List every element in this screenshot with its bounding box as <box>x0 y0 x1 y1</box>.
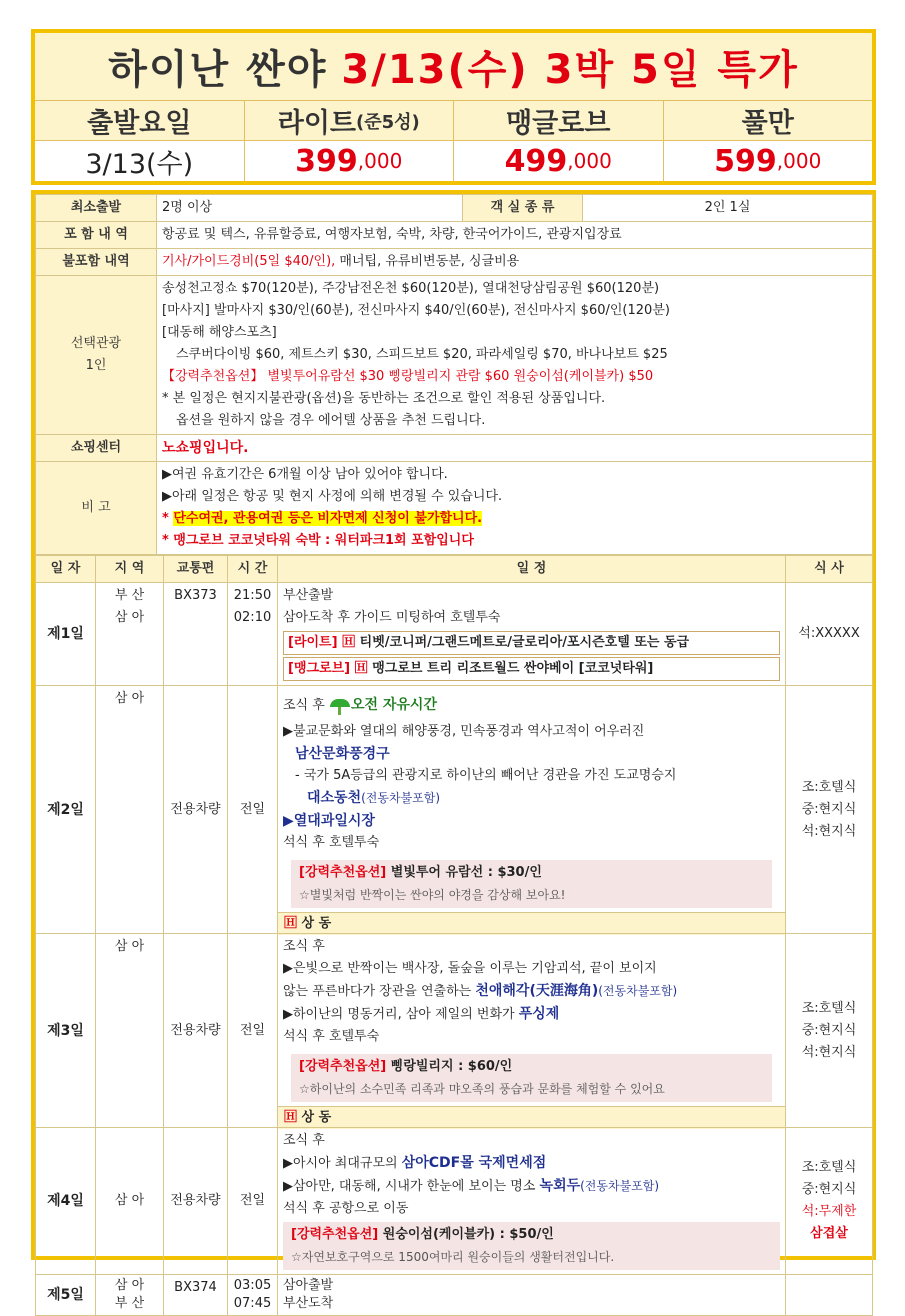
day-3-row: 제3일 삼 아 전용차량 전일 조식 후 ▶은빛으로 반짝이는 백사장, 돌숲을 이루는 기암괴석, 끝이 보이지 않는 푸른바다가 장관을 연출하는 천애해각(天涯海角)(전동차불포함) ▶하이난의 명동거리, 삼아 제일의 번화가 푸싱제 석식 후 호텔투숙 [강력추천옵션] 삥랑빌리지 : $60/인 ☆하이난의 소수민족 리족과 먀오족의 풍습과 문화를 체험할 수 있어요 🄷 상 동 조:호텔식 중:현지식 석:현지식 <box>36 934 873 1128</box>
day-2-row: 제2일 삼 아 전용차량 전일 조식 후 오전 자유시간 ▶불교문화와 열대의 해양풍경, 민속풍경과 역사고적이 어우러진 남산문화풍경구 - 국가 5A등급의 관광지로 하이난의 빼어난 경관을 가진 도교명승지 대소동천(전동차불포함) ▶열대과일시장 석식 후 호텔투숙 [강력추천옵션] 별빛투어 유람선 : $30/인 ☆별빛처럼 반짝이는 싼야의 야경을 감상해 보아요! 🄷 상 동 조:호텔식 중:현지식 석:현지식 <box>36 686 873 934</box>
remark-value: ▶여권 유효기간은 6개월 이상 남아 있어야 합니다. ▶아래 일정은 항공 및 현지 사정에 의해 변경될 수 있습니다. * 단수여권, 관용여권 등은 비자면제 신청이 불가합니다. * 맹그로브 코코넛타워 숙박 : 워터파크1회 포함입니다 <box>157 462 873 555</box>
price-light: 399 ,000 <box>245 141 455 181</box>
day-5-row: 제5일 삼 아 부 산 BX374 03:05 07:45 삼아출발 부산도착 <box>36 1275 873 1316</box>
price-pullman: 599 ,000 <box>714 143 822 179</box>
option-monkey-island: [강력추천옵션] 원숭이섬(케이블카) : $50/인 ☆자연보호구역으로 1500여마리 원숭이들의 생활터전입니다. <box>283 1222 780 1270</box>
page-title: 하이난 싼야 3/13(수) 3박 5일 특가 <box>35 33 872 101</box>
day-1-row: 제1일 부 산 삼 아 BX373 21:50 02:10 부산출발 삼아도착 후 가이드 미팅하여 호텔투숙 [라이트] 🄷 티벳/코니퍼/그랜드메트로/글로리아/포시즌호텔 또는 동급 [맹그로브] 🄷 맹그로브 트리 리조트월드 싼야베이 [코코넛타워] 석:XXXXX <box>36 583 873 686</box>
hotel-icon: 🄷 <box>284 1110 298 1125</box>
col-departure-day: 출발요일 <box>35 101 245 140</box>
itinerary-document <box>31 190 876 1311</box>
price-row <box>35 141 872 181</box>
price-mangrove: 499 ,000 <box>454 141 664 181</box>
day-4-row: 제4일 삼 아 전용차량 전일 조식 후 ▶아시아 최대규모의 삼아CDF몰 국제면세점 ▶삼아만, 대동해, 시내가 한눈에 보이는 명소 녹회두(전동차불포함) 석식 후 공항으로 이동 [강력추천옵션] 원숭이섬(케이블카) : $50/인 ☆자연보호구역으로 1500여마리 원숭이들의 생활터전입니다. 조:호텔식 중:현지식 석:무제한 삼겹살 <box>36 1128 873 1275</box>
same-hotel: 🄷 상 동 <box>278 1106 785 1129</box>
shopping-label: 쇼핑센터 <box>36 435 157 462</box>
option-strong: 【강력추천옵션】 별빛투어유람선 $30 삥랑빌리지 관람 $60 원숭이섬(케이블카) $50 <box>162 369 654 384</box>
include-label: 포 함 내 역 <box>36 222 157 249</box>
hotel-icon: 🄷 <box>342 635 356 650</box>
same-hotel: 🄷 상 동 <box>278 912 785 935</box>
col-mangrove: 맹글로브 <box>454 101 664 140</box>
col-pullman: 풀만 <box>664 101 873 140</box>
departure-date: 3/13(수) <box>35 141 245 181</box>
hotel-icon: 🄷 <box>284 916 298 931</box>
col-light: 라이트 (준5성) <box>245 101 455 140</box>
palm-tree-icon <box>329 697 351 715</box>
option-value: 송성천고정쇼 $70(120분), 주강남전온천 $60(120분), 열대천당삼림공원 $60(120분) [마사지] 발마사지 $30/인(60분), 전신마사지 $40/인(60분), 전신마사지 $60/인(120분) [대동해 해양스포츠] 스쿠버다이빙 $60, 제트스키 $30, 스피드보트 $20, 파라세일링 $70, 바나나보트 $25 【강력추천옵션】 별빛투어유람선 $30 삥랑빌리지 관람 $60 원숭이섬(케이블카) $50 * 본 일정은 현지지불관광(옵션)을 동반하는 조건으로 할인 적용된 상품입니다. 옵션을 원하지 않을 경우 에어텔 상품을 추천 드립니다. <box>157 276 873 435</box>
price-header-row <box>35 101 872 141</box>
option-starlight-cruise: [강력추천옵션] 별빛투어 유람선 : $30/인 ☆별빛처럼 반짝이는 싼야의 야경을 감상해 보아요! <box>291 860 772 908</box>
min-departure-value: 2명 이상 <box>157 195 463 222</box>
option-binglang-village: [강력추천옵션] 삥랑빌리지 : $60/인 ☆하이난의 소수민족 리족과 먀오족의 풍습과 문화를 체험할 수 있어요 <box>291 1054 772 1102</box>
remark-label: 비 고 <box>36 462 157 555</box>
min-departure-label: 최소출발 <box>36 195 157 222</box>
hotel-icon: 🄷 <box>354 661 368 676</box>
option-label: 선택관광 1인 <box>36 276 157 435</box>
include-value: 항공료 및 텍스, 유류할증료, 여행자보험, 숙박, 차량, 한국어가이드, 관광지입장료 <box>157 222 873 249</box>
price-header <box>31 29 876 185</box>
schedule-header-row: 일 자 지 역 교통편 시 간 일 정 식 사 <box>36 556 873 583</box>
room-type-value: 2인 1실 <box>583 195 873 222</box>
hotel-light: [라이트] 🄷 티벳/코니퍼/그랜드메트로/글로리아/포시즌호텔 또는 동급 <box>283 631 780 655</box>
hotel-mangrove: [맹그로브] 🄷 맹그로브 트리 리조트월드 싼야베이 [코코넛타워] <box>283 657 780 681</box>
info-table <box>35 194 873 555</box>
shopping-value: 노쇼핑입니다. <box>157 435 873 462</box>
schedule-table <box>35 555 873 1316</box>
exclude-value: 기사/가이드경비(5일 $40/인), 매너팁, 유류비변동분, 싱글비용 <box>157 249 873 276</box>
room-type-label: 객 실 종 류 <box>463 195 583 222</box>
exclude-label: 불포함 내역 <box>36 249 157 276</box>
